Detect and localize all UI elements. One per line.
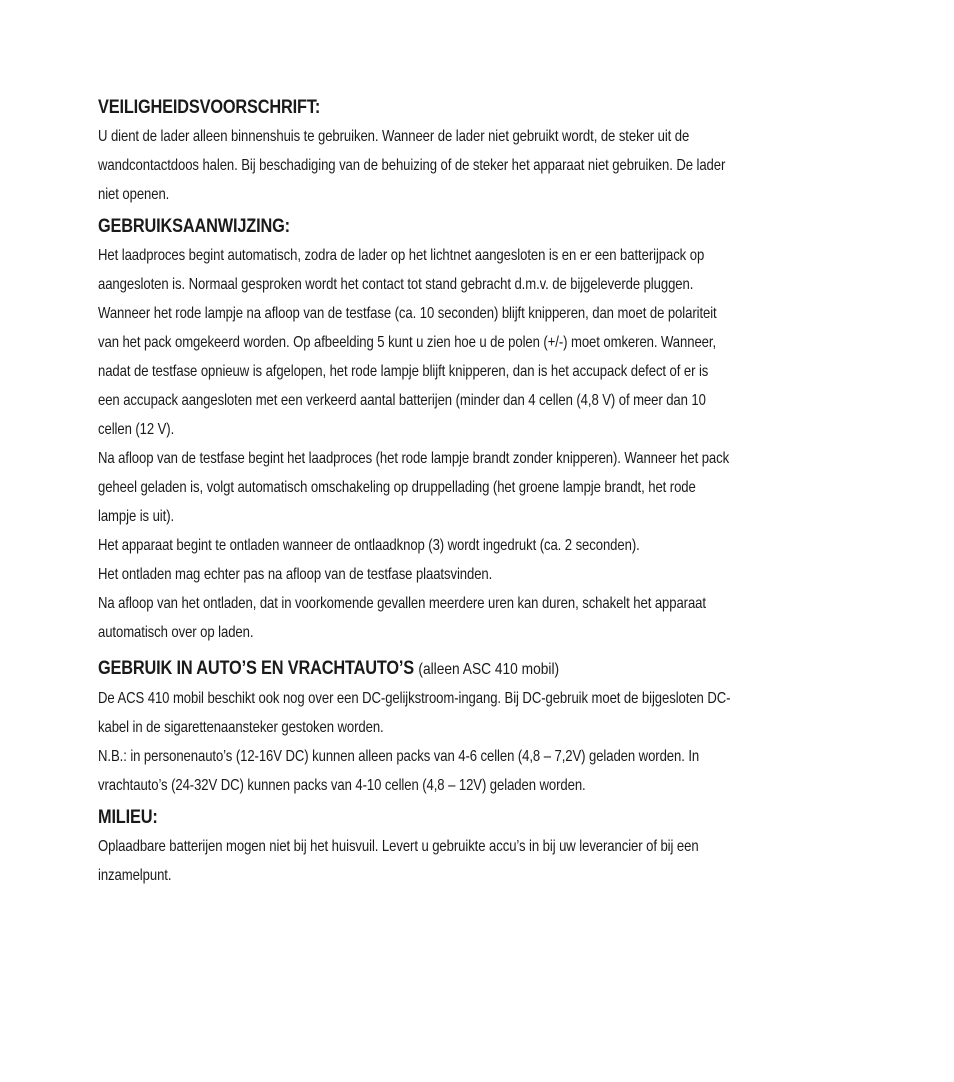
section-body: [98, 684, 858, 800]
document-page: [98, 94, 858, 894]
text-line: U dient de lader alleen binnenshuis te gebruiken. Wanneer de lader niet gebruikt wordt, de steker uit de: [98, 128, 690, 145]
section-heading-text: GEBRUIK IN AUTO’S EN VRACHTAUTO’S: [98, 658, 415, 679]
text-line: Wanneer het rode lampje na afloop van de testfase (ca. 10 seconden) blijft knipperen, dan moet de polariteit: [98, 305, 717, 322]
text-line: automatisch over op laden.: [98, 624, 254, 641]
section-body: [98, 832, 858, 890]
text-line: nadat de testfase opnieuw is afgelopen, het rode lampje blijft knipperen, dan is het accupack defect of er is: [98, 363, 709, 380]
section-heading: VEILIGHEIDSVOORSCHRIFT:: [98, 97, 321, 118]
text-line: Het apparaat begint te ontladen wanneer de ontlaadknop (3) wordt ingedrukt (ca. 2 seconden).: [98, 537, 640, 554]
section-safety: [98, 94, 858, 209]
section-heading: MILIEU:: [98, 807, 158, 828]
text-line: Het laadproces begint automatisch, zodra de lader op het lichtnet aangesloten is en er een batterijpack op: [98, 247, 705, 264]
section-heading: [98, 655, 752, 684]
section-usage: [98, 213, 858, 647]
section-vehicles: [98, 655, 858, 800]
text-line: kabel in de sigarettenaansteker gestoken worden.: [98, 719, 384, 736]
section-body: [98, 122, 858, 209]
text-line: vrachtauto’s (24-32V DC) kunnen packs van 4-10 cellen (4,8 – 12V) geladen worden.: [98, 777, 586, 794]
text-line: niet openen.: [98, 186, 170, 203]
text-line: van het pack omgekeerd worden. Op afbeelding 5 kunt u zien hoe u de polen (+/-) moet omkeren. Wanneer,: [98, 334, 717, 351]
section-heading: GEBRUIKSAANWIJZING:: [98, 216, 290, 237]
section-environment: [98, 804, 858, 890]
text-line: geheel geladen is, volgt automatisch omschakeling op druppellading (het groene lampje brandt, het rode: [98, 479, 696, 496]
text-line: Het ontladen mag echter pas na afloop van de testfase plaatsvinden.: [98, 566, 493, 583]
text-line: Oplaadbare batterijen mogen niet bij het huisvuil. Levert u gebruikte accu’s in bij uw leverancier of bij een: [98, 838, 699, 855]
section-heading-note: (alleen ASC 410 mobil): [418, 661, 560, 678]
section-body: [98, 241, 858, 647]
text-line: lampje is uit).: [98, 508, 175, 525]
text-line: N.B.: in personenauto’s (12-16V DC) kunnen alleen packs van 4-6 cellen (4,8 – 7,2V) geladen worden. In: [98, 748, 700, 765]
text-line: wandcontactdoos halen. Bij beschadiging van de behuizing of de steker het apparaat niet gebruiken. De lader: [98, 157, 726, 174]
text-line: inzamelpunt.: [98, 867, 172, 884]
text-line: Na afloop van de testfase begint het laadproces (het rode lampje brandt zonder knipperen). Wanneer het pack: [98, 450, 730, 467]
text-line: De ACS 410 mobil beschikt ook nog over een DC-gelijkstroom-ingang. Bij DC-gebruik moet de bijgesloten DC-: [98, 690, 731, 707]
text-line: een accupack aangesloten met een verkeerd aantal batterijen (minder dan 4 cellen (4,8 V) of meer dan 10: [98, 392, 706, 409]
text-line: aangesloten is. Normaal gesproken wordt het contact tot stand gebracht d.m.v. de bijgeleverde pluggen.: [98, 276, 694, 293]
text-line: Na afloop van het ontladen, dat in voorkomende gevallen meerdere uren kan duren, schakelt het apparaat: [98, 595, 706, 612]
text-line: cellen (12 V).: [98, 421, 175, 438]
